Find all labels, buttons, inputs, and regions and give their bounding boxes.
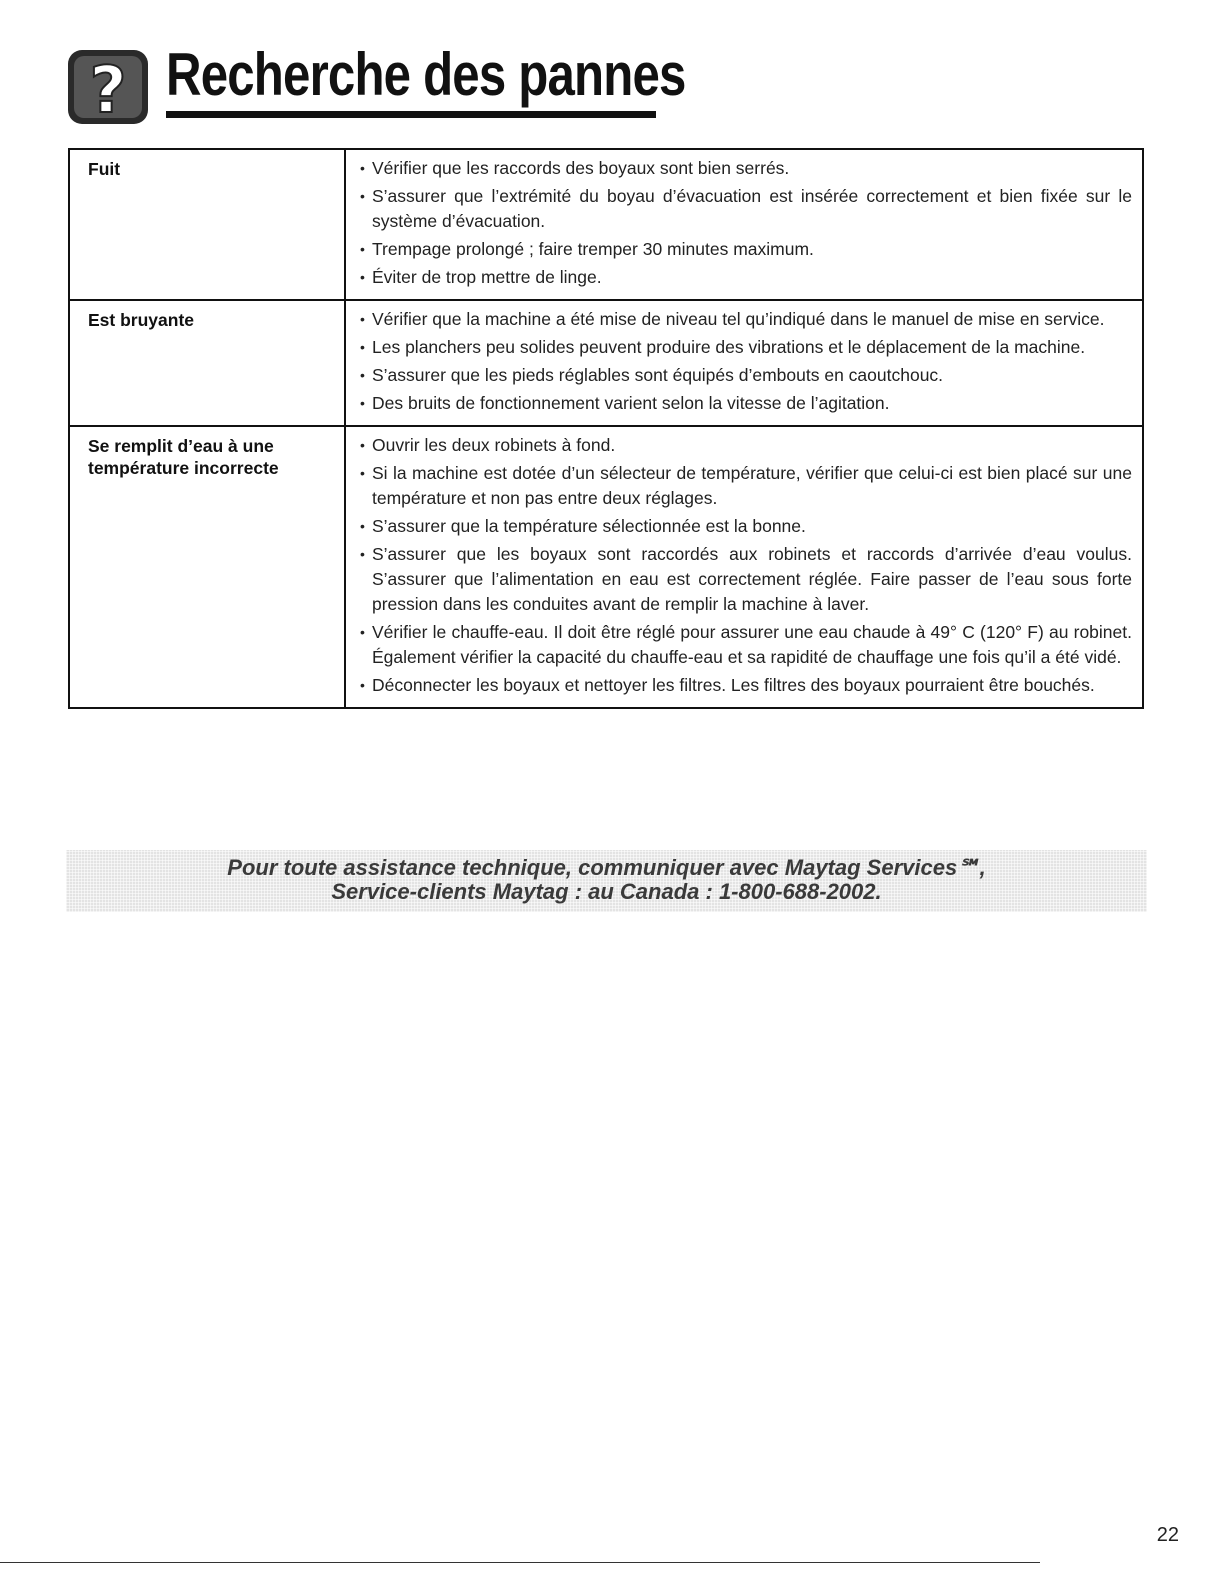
solution-item: • Trempage prolongé ; faire tremper 30 minutes maximum. bbox=[360, 237, 1132, 262]
solution-item: • S’assurer que les pieds réglables sont équipés d’embouts en caoutchouc. bbox=[360, 363, 1132, 388]
solution-item: • Vérifier le chauffe-eau. Il doit être réglé pour assurer une eau chaude à 49° C (120° F) au robinet. Également vérifier la capacité du chauffe-eau et sa rapidité de chauffage une fois qu’il a été vidé. bbox=[360, 620, 1132, 670]
table-row bbox=[69, 149, 1143, 300]
page-number: 22 bbox=[1156, 1524, 1179, 1546]
solution-item: • Éviter de trop mettre de linge. bbox=[360, 265, 1132, 290]
title-underline bbox=[166, 111, 656, 118]
table-row bbox=[69, 300, 1143, 426]
solution-list bbox=[360, 156, 1132, 290]
solution-item: • Vérifier que les raccords des boyaux sont bien serrés. bbox=[360, 156, 1132, 181]
table-row bbox=[69, 426, 1143, 708]
page-title: Recherche des pannes bbox=[166, 41, 686, 108]
svg-text:?: ? bbox=[89, 54, 127, 128]
problem-cell: Est bruyante bbox=[69, 300, 345, 426]
solution-item: • Vérifier que la machine a été mise de niveau tel qu’indiqué dans le manuel de mise en service. bbox=[360, 307, 1132, 332]
solutions-cell bbox=[345, 149, 1143, 300]
solutions-cell bbox=[345, 426, 1143, 708]
solution-item: • Si la machine est dotée d’un sélecteur de température, vérifier que celui-ci est bien placé sur une température et non pas entre deux réglages. bbox=[360, 461, 1132, 511]
solution-item: • Ouvrir les deux robinets à fond. bbox=[360, 433, 1132, 458]
solution-list bbox=[360, 433, 1132, 698]
problem-cell: Se remplit d’eau à une température incorrecte bbox=[69, 426, 345, 708]
problem-cell: Fuit bbox=[69, 149, 345, 300]
footer-rule bbox=[0, 1562, 1040, 1563]
solution-item: • Les planchers peu solides peuvent produire des vibrations et le déplacement de la machine. bbox=[360, 335, 1132, 360]
solutions-cell bbox=[345, 300, 1143, 426]
support-line-2: Service-clients Maytag : au Canada : 1-800-688-2002. bbox=[331, 879, 882, 904]
solution-item: • S’assurer que la température sélectionnée est la bonne. bbox=[360, 514, 1132, 539]
solution-item: • S’assurer que les boyaux sont raccordés aux robinets et raccords d’arrivée d’eau voulus. S’assurer que l’alimentation en eau est correctement réglée. Faire passer de l’eau sous forte pression dans les conduites avant de remplir la machine à laver. bbox=[360, 542, 1132, 617]
troubleshooting-table bbox=[68, 148, 1144, 709]
solution-list bbox=[360, 307, 1132, 416]
support-line-1: Pour toute assistance technique, communiquer avec Maytag Services℠, bbox=[227, 855, 986, 880]
solution-item: • S’assurer que l’extrémité du boyau d’évacuation est insérée correctement et bien fixée sur le système d’évacuation. bbox=[360, 184, 1132, 234]
solution-item: • Des bruits de fonctionnement varient selon la vitesse de l’agitation. bbox=[360, 391, 1132, 416]
support-banner bbox=[66, 850, 1147, 912]
solution-item: • Déconnecter les boyaux et nettoyer les filtres. Les filtres des boyaux pourraient être bouchés. bbox=[360, 673, 1132, 698]
question-mark-icon bbox=[66, 48, 152, 128]
